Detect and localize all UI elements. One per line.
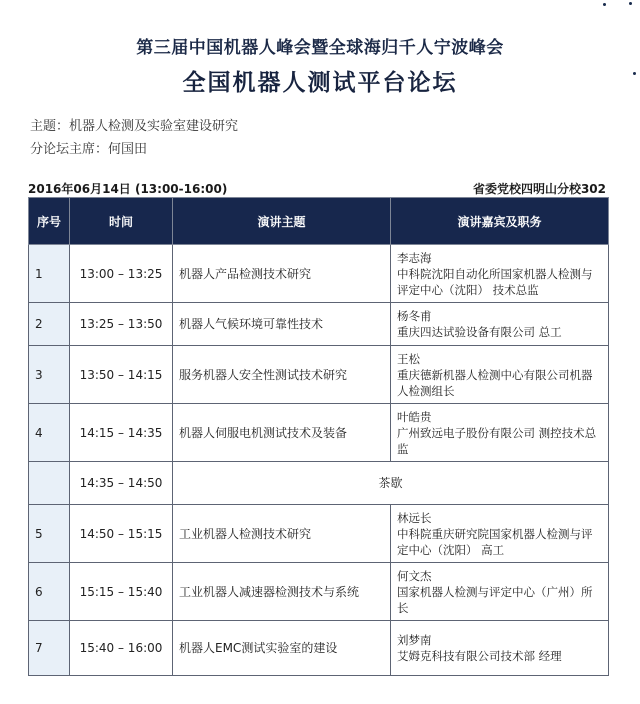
row-time: 14:35 – 14:50 [70, 462, 173, 505]
table-row [29, 563, 609, 621]
row-number: 3 [29, 346, 70, 404]
row-time: 13:25 – 13:50 [70, 303, 173, 346]
event-title: 第三届中国机器人峰会暨全球海归千人宁波峰会 [136, 38, 504, 58]
speaker-title: 艾姆克科技有限公司技术部 经理 [397, 649, 562, 663]
row-time: 14:50 – 15:15 [70, 505, 173, 563]
row-speaker-cell [391, 303, 609, 346]
speaker-name: 林远长 [397, 510, 432, 525]
row-number: 6 [29, 563, 70, 621]
speaker-title: 重庆四达试验设备有限公司 总工 [397, 325, 562, 339]
row-topic: 工业机器人减速器检测技术与系统 [173, 563, 391, 621]
row-time: 15:40 – 16:00 [70, 621, 173, 676]
row-time: 14:15 – 14:35 [70, 404, 173, 462]
row-speaker-cell [391, 621, 609, 676]
row-number-empty [29, 462, 70, 505]
forum-title: 全国机器人测试平台论坛 [182, 70, 458, 96]
row-number: 1 [29, 245, 70, 303]
row-number: 4 [29, 404, 70, 462]
header-topic: 演讲主题 [173, 198, 391, 245]
row-speaker-cell [391, 563, 609, 621]
session-date: 2016年06月14日 (13:00-16:00) [28, 182, 228, 196]
speaker-title: 重庆德新机器人检测中心有限公司机器人检测组长 [397, 367, 593, 398]
row-topic: 机器人伺服电机测试技术及装备 [173, 404, 391, 462]
row-topic: 机器人EMC测试实验室的建设 [173, 621, 391, 676]
table-header-row [29, 198, 609, 245]
header-no: 序号 [29, 198, 70, 245]
row-time: 15:15 – 15:40 [70, 563, 173, 621]
table-row [29, 505, 609, 563]
row-time: 13:00 – 13:25 [70, 245, 173, 303]
row-speaker-cell [391, 346, 609, 404]
row-number: 2 [29, 303, 70, 346]
speaker-name: 何文杰 [397, 568, 432, 583]
row-number: 5 [29, 505, 70, 563]
header-speaker: 演讲嘉宾及职务 [391, 198, 609, 245]
speaker-name: 叶皓贵 [397, 409, 432, 424]
speaker-title: 广州致远电子股份有限公司 测控技术总监 [397, 425, 597, 456]
speaker-name: 李志海 [397, 250, 432, 265]
row-speaker-cell [391, 404, 609, 462]
forum-chair: 分论坛主席：何国田 [30, 142, 148, 157]
speaker-name: 王松 [397, 351, 420, 366]
decoration-dot [629, 2, 632, 5]
schedule-table [28, 197, 609, 676]
session-venue: 省委党校四明山分校302 [472, 182, 606, 196]
row-time: 13:50 – 14:15 [70, 346, 173, 404]
row-topic: 服务机器人安全性测试技术研究 [173, 346, 391, 404]
speaker-title: 中科院沈阳自动化所国家机器人检测与评定中心（沈阳） 技术总监 [397, 266, 593, 297]
table-row [29, 346, 609, 404]
forum-topic: 主题：机器人检测及实验室建设研究 [30, 119, 239, 134]
table-row [29, 245, 609, 303]
table-row [29, 404, 609, 462]
table-row [29, 303, 609, 346]
speaker-name: 刘梦南 [397, 633, 432, 647]
speaker-title: 中科院重庆研究院国家机器人检测与评定中心（沈阳） 高工 [397, 526, 593, 557]
row-number: 7 [29, 621, 70, 676]
break-row [29, 462, 609, 505]
table-row [29, 621, 609, 676]
speaker-title: 国家机器人检测与评定中心（广州）所长 [397, 584, 593, 615]
decoration-dot [603, 3, 606, 6]
row-topic: 机器人产品检测技术研究 [173, 245, 391, 303]
row-speaker-cell [391, 505, 609, 563]
speaker-name: 杨冬甫 [397, 309, 432, 323]
row-speaker-cell [391, 245, 609, 303]
row-topic: 工业机器人检测技术研究 [173, 505, 391, 563]
tea-break-label: 茶歇 [173, 462, 609, 505]
header-time: 时间 [70, 198, 173, 245]
row-topic: 机器人气候环境可靠性技术 [173, 303, 391, 346]
